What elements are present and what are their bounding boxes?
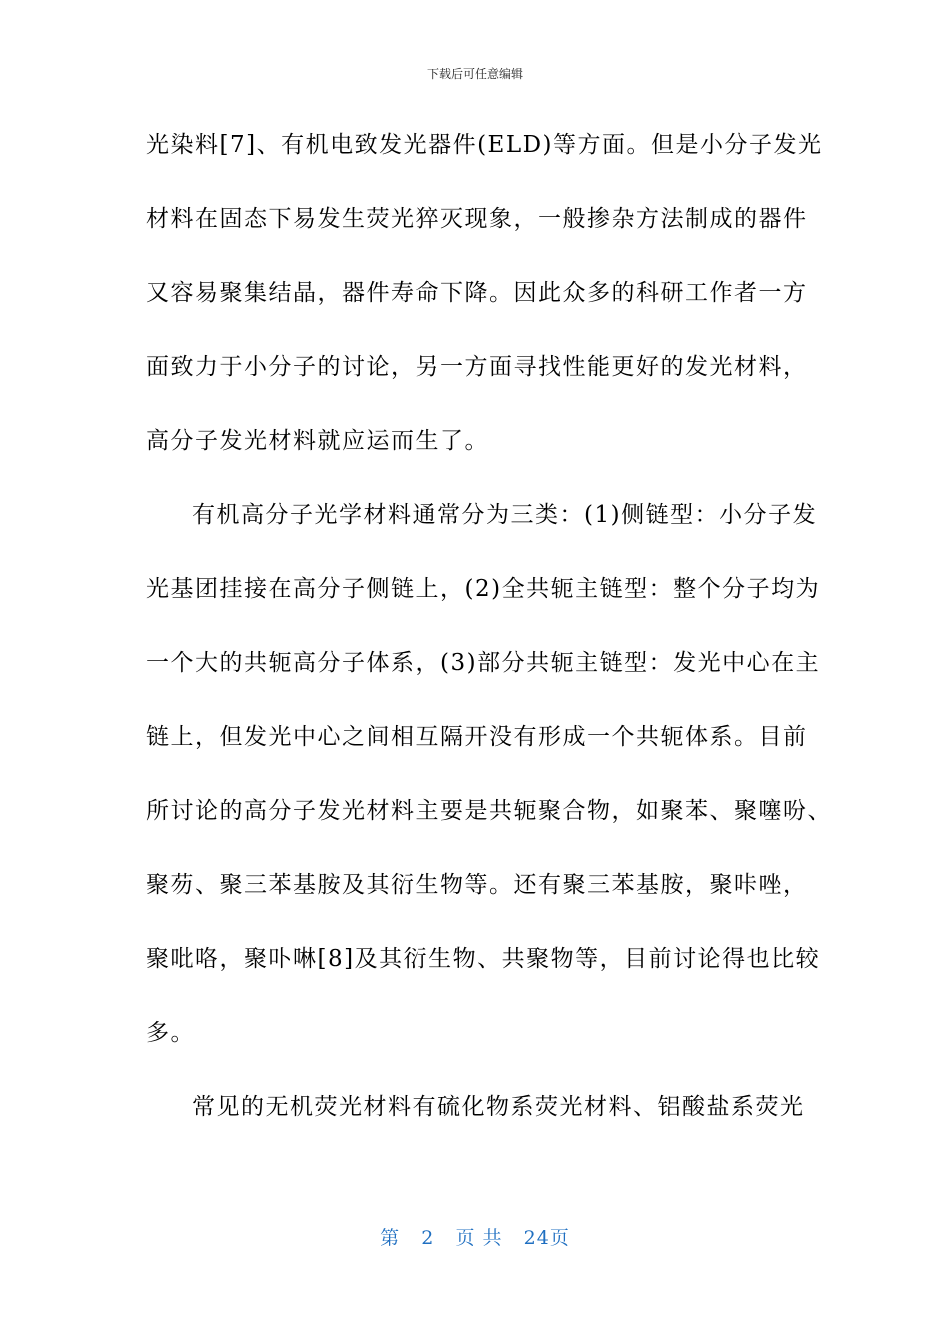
page-header: 下载后可任意编辑: [426, 67, 523, 81]
text-line: 常见的无机荧光材料有硫化物系荧光材料、铝酸盐系荧光: [192, 1094, 805, 1120]
page-footer: [0, 1224, 950, 1252]
text-line: 光基团挂接在高分子侧链上，(2)全共轭主链型：整个分子均为: [146, 576, 821, 602]
text-line: 有机高分子光学材料通常分为三类：(1)侧链型：小分子发: [192, 502, 818, 528]
text-line: 材料在固态下易发生荧光猝灭现象，一般掺杂方法制成的器件: [146, 206, 808, 232]
text-line: 链上，但发光中心之间相互隔开没有形成一个共轭体系。目前: [146, 724, 808, 750]
page-label-middle: 页 共: [455, 1227, 503, 1249]
paragraph-3: [146, 1088, 812, 1162]
text-line: 多。: [146, 1020, 195, 1046]
text-line: 又容易聚集结晶，器件寿命下降。因此众多的科研工作者一方: [146, 280, 808, 306]
text-line: 面致力于小分子的讨论，另一方面寻找性能更好的发光材料，: [146, 354, 808, 380]
text-line: 所讨论的高分子发光材料主要是共轭聚合物，如聚苯、聚噻吩、: [146, 798, 832, 824]
text-line: 聚吡咯，聚卟啉[8]及其衍生物、共聚物等，目前讨论得也比较: [146, 946, 821, 972]
text-line: 聚芴、聚三苯基胺及其衍生物等。还有聚三苯基胺，聚咔唑，: [146, 872, 808, 898]
page-label-prefix: 第: [380, 1227, 401, 1249]
total-page-count: 24: [523, 1227, 550, 1249]
paragraph-2: [146, 496, 832, 1088]
current-page-number: 2: [421, 1227, 435, 1249]
text-line: 高分子发光材料就应运而生了。: [146, 428, 489, 454]
text-line: 光染料[7]、有机电致发光器件(ELD)等方面。但是小分子发光: [146, 132, 823, 158]
text-line: 一个大的共轭高分子体系，(3)部分共轭主链型：发光中心在主: [146, 650, 821, 676]
document-body: [146, 126, 832, 1162]
page-label-suffix: 页: [549, 1227, 570, 1249]
paragraph-1: [146, 126, 823, 496]
